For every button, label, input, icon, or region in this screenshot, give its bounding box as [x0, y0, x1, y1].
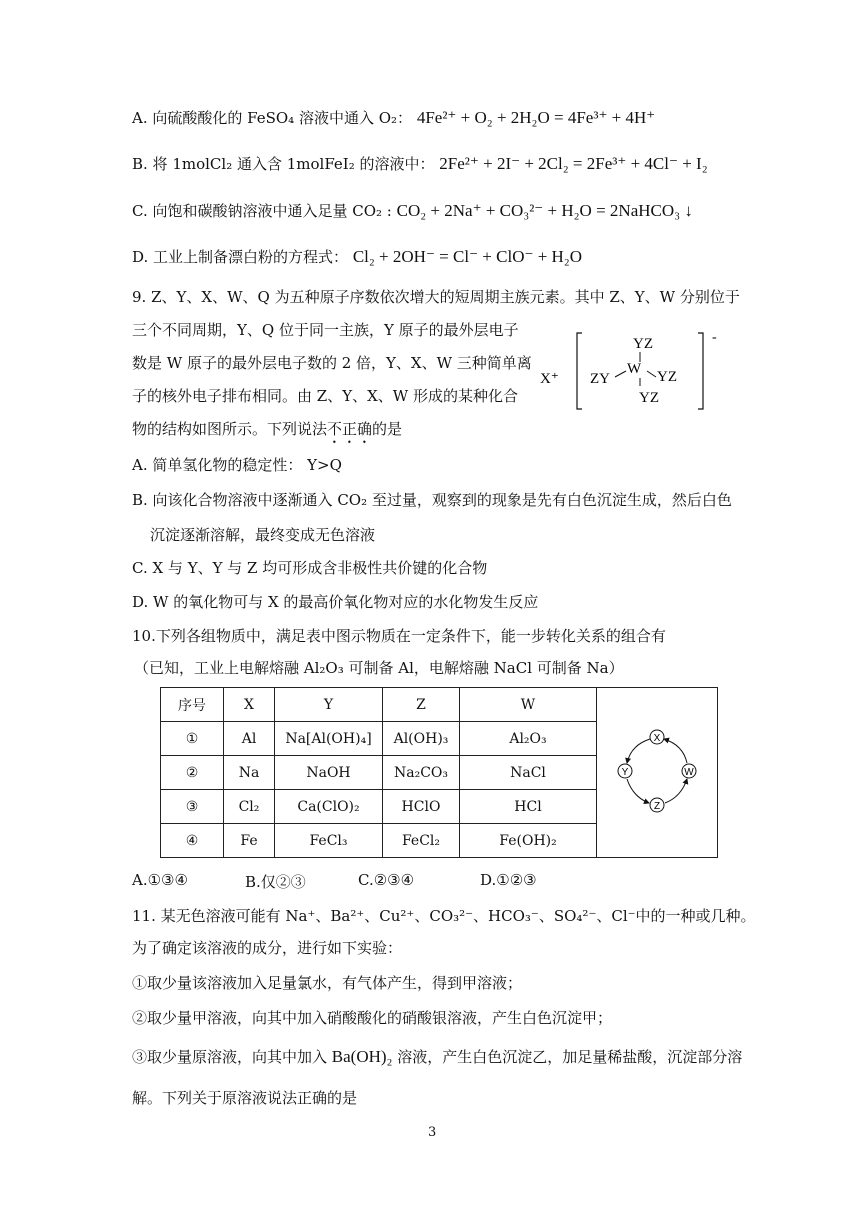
cell-index: ②: [161, 756, 224, 790]
structure-cation: X⁺: [540, 371, 559, 387]
q9-stem-line-5-pre: 物的结构如图所示。下列说法: [132, 420, 328, 438]
q8-option-d-text: D. 工业上制备漂白粉的方程式：: [132, 248, 349, 266]
q10-cycle-diagram: [607, 721, 707, 821]
q11-step-3-formula: Ba(OH)₂: [331, 1047, 393, 1066]
cell-y: NaOH: [275, 756, 383, 790]
cycle-label-x: X: [653, 732, 661, 744]
cell-z: Na₂CO₃: [383, 756, 460, 790]
table-header-row: [161, 688, 718, 722]
q9-stem-emphasis: 不正确: [327, 420, 373, 438]
q11-step-3-post: 溶液，产生白色沉淀乙，加足量稀盐酸，沉淀部分溶: [392, 1048, 743, 1066]
q9-stem-line-2: 三个不同周期，Y、Q 位于同一主族，Y 原子的最外层电子: [132, 321, 519, 339]
structure-right-group: YZ: [657, 369, 677, 385]
structure-top-group: YZ: [633, 336, 653, 352]
q8-option-b-equation: 2Fe²⁺ + 2I⁻ + 2Cl₂ = 2Fe³⁺ + 4Cl⁻ + I₂: [439, 154, 708, 173]
q8-option-a: [132, 108, 655, 128]
q11-stem-line-1: 11. 某无色溶液可能有 Na⁺、Ba²⁺、Cu²⁺、CO₃²⁻、HCO₃⁻、SO₄²⁻、Cl⁻中的一种或几种。: [132, 907, 756, 925]
structure-charge: -: [712, 330, 717, 345]
q8-option-b-text: B. 将 1molCl₂ 通入含 1molFeI₂ 的溶液中：: [132, 155, 435, 173]
q9-option-c: C. X 与 Y、Y 与 Z 均可形成含非极性共价键的化合物: [132, 559, 488, 577]
q9-option-d: D. W 的氧化物可与 X 的最高价氧化物对应的水化物发生反应: [132, 593, 539, 611]
cycle-arrow-x-to-y: [627, 739, 650, 763]
header-index: 序号: [161, 688, 224, 722]
q8-option-d-equation: Cl₂ + 2OH⁻ = Cl⁻ + ClO⁻ + H₂O: [352, 247, 583, 266]
cell-x: Al: [224, 722, 275, 756]
q8-option-a-equation: 4Fe²⁺ + O₂ + 2H₂O = 4Fe³⁺ + 4H⁺: [416, 108, 656, 127]
structure-bottom-group: YZ: [639, 390, 659, 406]
cycle-label-w: W: [684, 766, 694, 778]
cell-z: FeCl₂: [383, 824, 460, 858]
q11-step-2: ②取少量甲溶液，向其中加入硝酸酸化的硝酸银溶液，产生白色沉淀甲；: [132, 1009, 613, 1027]
structure-left-bracket: [577, 333, 582, 409]
structure-center-atom: W: [627, 361, 642, 377]
cell-y: Ca(ClO)₂: [275, 790, 383, 824]
cell-z: HClO: [383, 790, 460, 824]
q9-structure-diagram: [530, 325, 730, 415]
q10-option-c: C.②③④: [358, 871, 415, 889]
cell-x: Cl₂: [224, 790, 275, 824]
cell-z: Al(OH)₃: [383, 722, 460, 756]
cell-y: Na[Al(OH)₄]: [275, 722, 383, 756]
cell-y: FeCl₃: [275, 824, 383, 858]
q11-step-3: [132, 1047, 742, 1067]
structure-left-group: ZY: [590, 371, 610, 387]
q9-option-b-line-2: 沉淀逐渐溶解，最终变成无色溶液: [150, 526, 376, 544]
header-y: Y: [275, 688, 383, 722]
q8-option-c-equation: CO₂ + 2Na⁺ + CO₃²⁻ + H₂O = 2NaHCO₃ ↓: [396, 201, 693, 220]
q11-stem-line-2: 为了确定该溶液的成分，进行如下实验：: [132, 939, 403, 957]
cycle-label-z: Z: [653, 800, 661, 812]
cell-w: Fe(OH)₂: [460, 824, 597, 858]
q9-stem-line-1: 9. Z、Y、X、W、Q 为五种原子序数依次增大的短周期主族元素。其中 Z、Y、W 分别位于: [132, 288, 740, 306]
q8-option-c: [132, 201, 693, 221]
q10-option-d: D.①②③: [480, 871, 537, 889]
cell-w: NaCl: [460, 756, 597, 790]
cycle-label-y: Y: [621, 766, 629, 778]
q9-option-b-line-1: B. 向该化合物溶液中逐渐通入 CO₂ 至过量，观察到的现象是先有白色沉淀生成，然后白色: [132, 491, 732, 509]
q9-option-a: A. 简单氢化物的稳定性： Y>Q: [132, 456, 342, 474]
structure-bond-right: [647, 371, 656, 377]
q9-stem-line-5: [132, 419, 402, 447]
q9-stem-line-4: 子的核外电子排布相同。由 Z、Y、X、W 形成的某种化合: [132, 387, 518, 405]
header-w: W: [460, 688, 597, 722]
q10-stem: 10.下列各组物质中，满足表中图示物质在一定条件下，能一步转化关系的组合有: [132, 627, 666, 645]
cell-w: HCl: [460, 790, 597, 824]
q10-option-b: B.仅②③: [245, 873, 306, 891]
q10-table: [160, 687, 718, 858]
q8-option-b: [132, 154, 708, 174]
structure-bond-left: [615, 371, 626, 377]
q9-stem-line-5-post: 的是: [372, 420, 403, 438]
q11-step-1: ①取少量该溶液加入足量氯水，有气体产生，得到甲溶液；: [132, 974, 523, 992]
header-x: X: [224, 688, 275, 722]
q10-note: （已知，工业上电解熔融 Al₂O₃ 可制备 Al，电解熔融 NaCl 可制备 Na）: [134, 659, 624, 677]
page-number: 3: [428, 1125, 437, 1140]
cycle-arrow-z-to-w: [665, 779, 687, 803]
q9-stem-line-3: 数是 W 原子的最外层电子数的 2 倍，Y、X、W 三种简单离: [132, 354, 532, 372]
cycle-diagram-cell: [597, 688, 718, 858]
cell-x: Fe: [224, 824, 275, 858]
q8-option-a-text: A. 向硫酸酸化的 FeSO₄ 溶液中通入 O₂：: [132, 109, 413, 127]
cell-x: Na: [224, 756, 275, 790]
cell-index: ③: [161, 790, 224, 824]
cycle-arrow-w-to-x: [664, 739, 687, 763]
q11-step-3-pre: ③取少量原溶液，向其中加入: [132, 1048, 332, 1066]
header-z: Z: [383, 688, 460, 722]
q11-stem-end: 解。下列关于原溶液说法正确的是: [132, 1089, 358, 1107]
cycle-arrow-y-to-z: [627, 779, 649, 803]
structure-right-bracket: [698, 333, 703, 409]
q8-option-d: [132, 247, 582, 267]
q10-option-a: A.①③④: [132, 871, 188, 889]
q8-option-c-text: C. 向饱和碳酸钠溶液中通入足量 CO₂ :: [132, 202, 397, 220]
cell-index: ④: [161, 824, 224, 858]
cell-w: Al₂O₃: [460, 722, 597, 756]
cell-index: ①: [161, 722, 224, 756]
